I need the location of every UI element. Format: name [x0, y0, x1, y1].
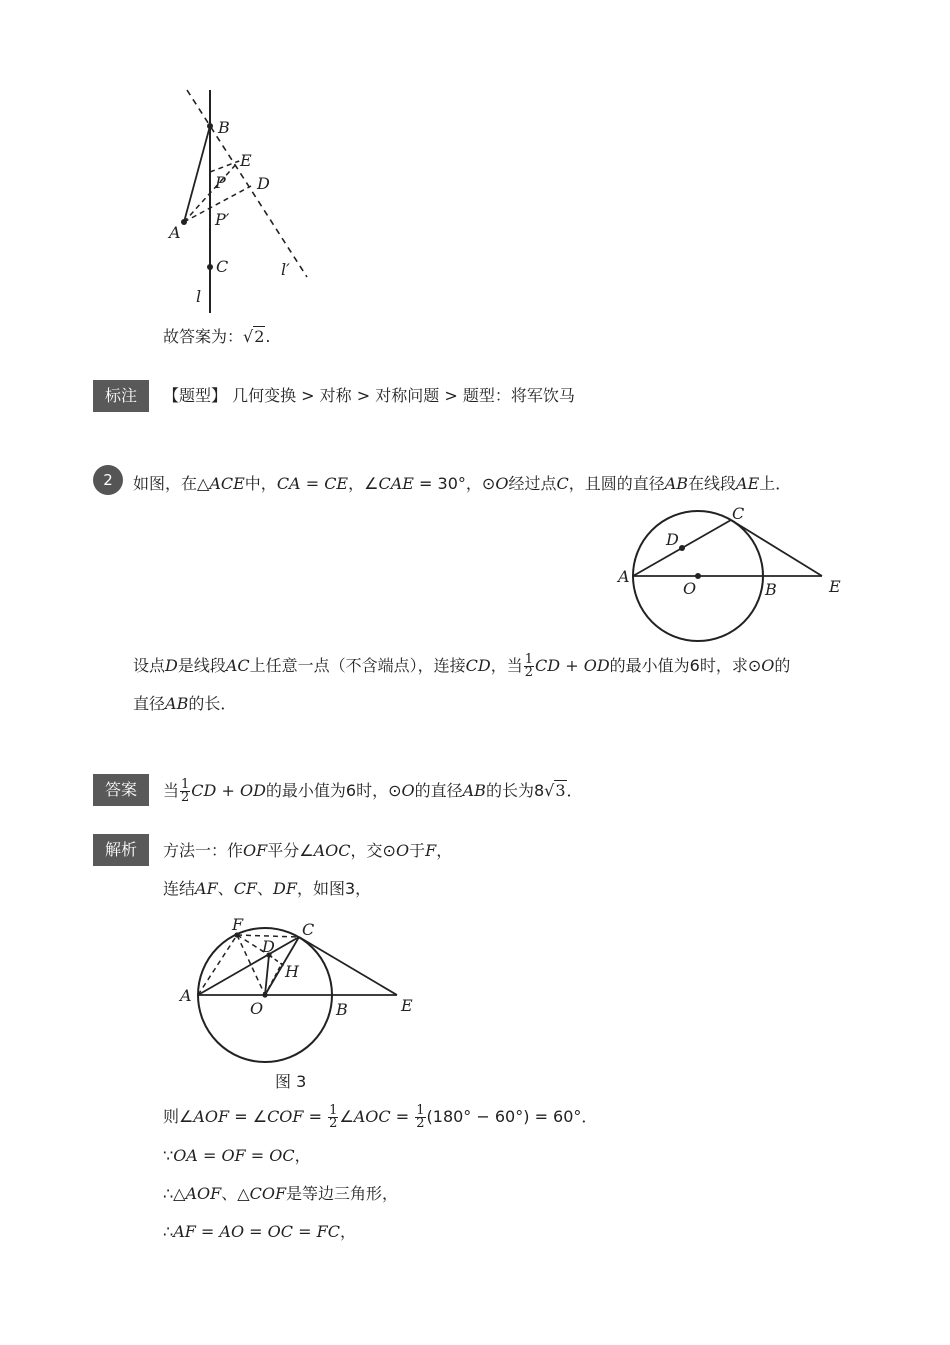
- label-E: E: [829, 577, 841, 596]
- label-A: A: [618, 567, 630, 586]
- circle-triangle-figure: [610, 500, 860, 650]
- question-condition: 设点D是线段AC上任意一点（不含端点），连接CD，当 $\frac{1}{2}$ CD + OD的最小值为6时，求⊙O的: [133, 652, 791, 680]
- figure-caption: 图 3: [275, 1072, 307, 1091]
- prev-answer-suffix: .: [265, 327, 271, 346]
- segment-CE: [731, 520, 822, 576]
- sqrt-expression: √3: [544, 781, 566, 800]
- fraction: $\frac{1}{2}$: [181, 777, 190, 805]
- label-l: l: [196, 287, 202, 306]
- sqrt-expression: √2: [243, 327, 265, 346]
- analysis-line-1: 方法一：作OF平分∠AOC，交⊙O于F，: [163, 841, 453, 860]
- label-P: P: [215, 173, 226, 192]
- segment-AC: [198, 937, 299, 995]
- previous-answer: [163, 326, 271, 348]
- label-E: E: [401, 996, 413, 1015]
- label-A: A: [180, 986, 192, 1005]
- fraction: $\frac{1}{2}$: [524, 652, 534, 680]
- label-O: O: [250, 999, 264, 1018]
- answer-tag: 答案: [93, 774, 149, 806]
- label-O: O: [683, 579, 697, 598]
- label-B: B: [218, 118, 230, 137]
- label-D: D: [666, 530, 679, 549]
- label-D: D: [257, 174, 270, 193]
- label-C: C: [732, 504, 745, 523]
- annotation-tag: 标注: [93, 380, 149, 412]
- label-l-prime: l′: [281, 260, 290, 279]
- reflection-figure: [160, 85, 330, 320]
- point-O: [262, 992, 267, 997]
- line-l-prime: [187, 90, 307, 277]
- label-B: B: [336, 1000, 348, 1019]
- label-C: C: [216, 257, 229, 276]
- figure-3: [172, 910, 432, 1095]
- segment-CE: [299, 937, 397, 995]
- analysis-line-5: ∴△AOF、△COF是等边三角形，: [163, 1184, 399, 1203]
- point-B: [207, 123, 213, 129]
- answer-text: 当 $\frac{1}{2}$ CD + OD的最小值为6时，⊙O的直径AB的长为8√3．: [163, 777, 583, 805]
- analysis-line-3: 则∠AOF = ∠COF = $\frac{1}{2}$ ∠AOC = $\frac{1}{2}$ (180° − 60°) = 60°．: [163, 1103, 598, 1131]
- analysis-line-4: ∵OA = OF = OC，: [163, 1146, 311, 1165]
- fraction: $\frac{1}{2}$: [329, 1103, 338, 1131]
- label-E: E: [240, 151, 252, 170]
- fraction: $\frac{1}{2}$: [416, 1103, 425, 1131]
- label-B: B: [765, 580, 777, 599]
- sqrt-value: 2: [254, 327, 265, 346]
- point-C: [207, 264, 213, 270]
- label-C: C: [302, 920, 315, 939]
- analysis-line-2: 连结AF、CF、DF，如图3，: [163, 879, 372, 898]
- analysis-tag: 解析: [93, 834, 149, 866]
- label-F: F: [232, 915, 244, 934]
- analysis-line-6: ∴AF = AO = OC = FC，: [163, 1222, 356, 1241]
- question-condition-cont: 直径AB的长．: [133, 694, 237, 713]
- annotation-text: 【题型】 几何变换 > 对称 > 对称问题 > 题型：将军饮马: [163, 386, 575, 405]
- point-D: [679, 545, 685, 551]
- segment-AF: [198, 935, 237, 995]
- label-D: D: [262, 937, 275, 956]
- label-A: A: [169, 223, 181, 242]
- point-A: [181, 219, 187, 225]
- label-H: H: [285, 962, 299, 981]
- segment-DH: [269, 955, 284, 966]
- question-number-badge: 2: [93, 465, 123, 495]
- prev-answer-prefix: 故答案为：: [163, 327, 244, 346]
- question-statement: 如图，在△ACE中，CA = CE，∠CAE = 30°，⊙O经过点C，且圆的直径AB在线段AE上．: [133, 474, 792, 493]
- label-P-prime: P′: [215, 210, 230, 229]
